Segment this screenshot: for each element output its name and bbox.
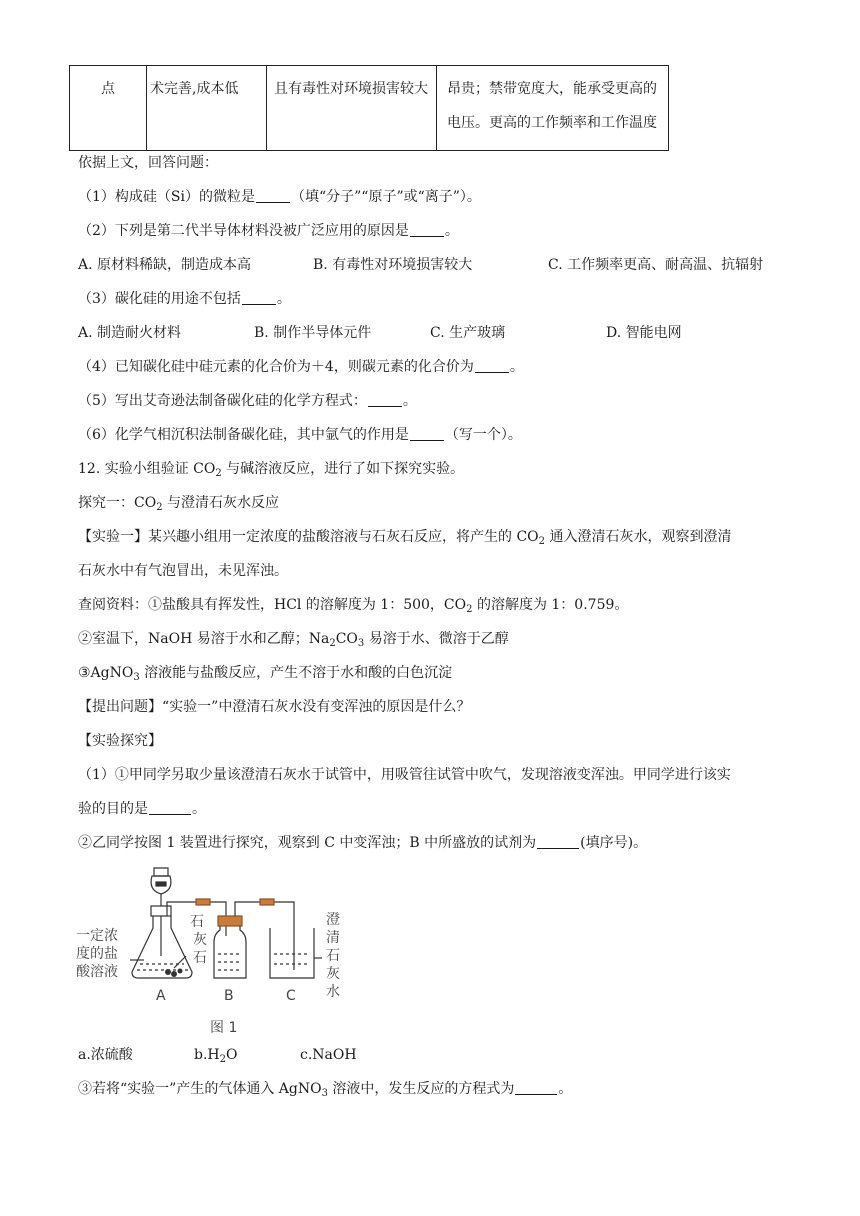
subscript: 2 bbox=[466, 604, 473, 615]
q3-suffix: 。 bbox=[276, 291, 291, 307]
ref3-suffix: 溶液能与盐酸反应，产生不溶于水和酸的白色沉淀 bbox=[139, 665, 453, 681]
ref2-mid: CO bbox=[335, 631, 358, 647]
q2-option-c[interactable]: C. 工作频率更高、耐高温、抗辐射 bbox=[548, 257, 764, 273]
choice-a[interactable]: a.浓硫酸 bbox=[78, 1047, 133, 1063]
tube-b-to-c bbox=[235, 902, 294, 970]
q3-option-a[interactable]: A. 制造耐火材料 bbox=[78, 325, 182, 341]
label-acid-1: 一定浓 bbox=[76, 928, 118, 944]
table-row bbox=[70, 66, 669, 151]
figure-caption: 图 1 bbox=[210, 1020, 238, 1036]
q2-option-a[interactable]: A. 原材料稀缺，制造成本高 bbox=[78, 257, 252, 273]
experiment-1-line-2: 石灰水中有气泡冒出，未见浑浊。 bbox=[78, 563, 288, 579]
answer-blank[interactable] bbox=[256, 188, 290, 203]
q3-option-d[interactable]: D. 智能电网 bbox=[606, 325, 682, 341]
q12-text: 12. 实验小组验证 CO bbox=[78, 461, 216, 477]
question-12-title bbox=[78, 459, 464, 479]
question-4 bbox=[78, 357, 524, 377]
flask-a bbox=[132, 916, 192, 978]
q2-suffix: 。 bbox=[444, 223, 459, 239]
ref3-text: ③AgNO bbox=[78, 665, 134, 681]
answer-blank[interactable] bbox=[475, 358, 509, 373]
question-heading: 【提出问题】“实验一”中澄清石灰水没有变浑浊的原因是什么？ bbox=[78, 699, 471, 715]
label-a: A bbox=[156, 988, 166, 1004]
q4-text: （4）已知碳化硅中硅元素的化合价为＋4，则碳元素的化合价为 bbox=[78, 359, 474, 375]
limestone-chunk bbox=[171, 971, 177, 977]
comparison-table bbox=[69, 65, 669, 151]
step-1-line-2 bbox=[78, 799, 206, 819]
q1-suffix: （填“分子”“原子”或“离子”）。 bbox=[290, 189, 481, 205]
table-cell: 点 bbox=[70, 66, 147, 151]
explore-1-heading bbox=[78, 493, 279, 513]
q3-option-b[interactable]: B. 制作半导体元件 bbox=[254, 325, 372, 341]
subscript: 2 bbox=[156, 502, 163, 513]
q3-option-c[interactable]: C. 生产玻璃 bbox=[430, 325, 506, 341]
answer-blank[interactable] bbox=[149, 800, 191, 815]
s1-text: 验的目的是 bbox=[78, 801, 148, 817]
s3-suffix: 。 bbox=[558, 1081, 573, 1097]
question-5 bbox=[78, 391, 417, 411]
s3-mid: 溶液中，发生反应的方程式为 bbox=[327, 1081, 515, 1097]
answer-blank[interactable] bbox=[368, 392, 402, 407]
label-limewater-4: 灰 bbox=[326, 966, 340, 982]
table-cell: 昂贵；禁带宽度大，能承受更高的电压。更高的工作频率和工作温度 bbox=[437, 66, 669, 151]
rubber-joint bbox=[260, 899, 274, 905]
reference-line-2 bbox=[78, 629, 509, 649]
label-acid-2: 度的盐 bbox=[76, 946, 118, 962]
ref1-text: 查阅资料：①盐酸具有挥发性，HCl 的溶解度为 1：500，CO bbox=[78, 597, 467, 613]
q6-text: （6）化学气相沉积法制备碳化硅，其中氩气的作用是 bbox=[78, 427, 409, 443]
explore-heading: 【实验探究】 bbox=[78, 733, 162, 749]
question-2 bbox=[78, 221, 459, 241]
exp1-suffix: 通入澄清石灰水，观察到澄清 bbox=[545, 529, 732, 545]
label-limewater-2: 清 bbox=[326, 930, 340, 946]
subscript: 2 bbox=[215, 468, 222, 479]
s3-text: ③若将“实验一”产生的气体通入 AgNO bbox=[78, 1081, 322, 1097]
q1-text: （1）构成硅（Si）的微粒是 bbox=[78, 189, 255, 205]
choice-c[interactable]: c.NaOH bbox=[300, 1047, 357, 1063]
answer-blank[interactable] bbox=[410, 426, 444, 441]
q5-suffix: 。 bbox=[402, 393, 417, 409]
s2-suffix: (填序号)。 bbox=[580, 835, 648, 851]
funnel-stopper bbox=[154, 868, 168, 876]
table-cell: 术完善,成本低 bbox=[147, 66, 267, 151]
table-cell: 且有毒性对环境损害较大 bbox=[267, 66, 437, 151]
label-acid-3: 酸溶液 bbox=[76, 964, 118, 980]
answer-blank[interactable] bbox=[515, 1080, 557, 1095]
question-1 bbox=[78, 187, 481, 207]
choice-b[interactable] bbox=[194, 1045, 237, 1065]
funnel-stopcock bbox=[156, 882, 166, 886]
q6-suffix: （写一个）。 bbox=[444, 427, 522, 443]
label-limewater-5: 水 bbox=[326, 984, 340, 1000]
q12-suffix: 与碱溶液反应，进行了如下探究实验。 bbox=[221, 461, 465, 477]
q5-text: （5）写出艾奇逊法制备碳化硅的化学方程式： bbox=[78, 393, 367, 409]
question-3 bbox=[78, 289, 291, 309]
step-1-line-1: （1）①甲同学另取少量该澄清石灰水于试管中，用吸管往试管中吹气，发现溶液变浑浊。甲同学进行该实 bbox=[78, 767, 731, 783]
ref2-text: ②室温下，NaOH 易溶于水和乙醇；Na bbox=[78, 631, 330, 647]
subscript: 2 bbox=[538, 536, 546, 547]
q2-text: （2）下列是第二代半导体材料没被广泛应用的原因是 bbox=[78, 223, 409, 239]
question-6 bbox=[78, 425, 522, 445]
pointer-line bbox=[174, 956, 186, 968]
limestone-chunk bbox=[165, 969, 171, 975]
s1-suffix: 。 bbox=[192, 801, 206, 817]
apparatus-diagram bbox=[74, 860, 364, 1040]
answer-blank[interactable] bbox=[410, 222, 444, 237]
figure-1 bbox=[74, 860, 364, 1040]
label-stone-2: 灰 bbox=[193, 932, 207, 948]
rubber-joint bbox=[196, 899, 210, 905]
label-c: C bbox=[286, 988, 296, 1004]
answer-blank[interactable] bbox=[242, 290, 276, 305]
label-stone-3: 石 bbox=[193, 950, 207, 966]
choice-b-suffix: O bbox=[226, 1047, 238, 1063]
step-3 bbox=[78, 1079, 572, 1099]
q4-suffix: 。 bbox=[509, 359, 524, 375]
subscript: 3 bbox=[357, 638, 365, 649]
choice-b-text: b.H bbox=[194, 1047, 220, 1063]
label-limewater-1: 澄 bbox=[326, 912, 340, 928]
label-stone-1: 石 bbox=[190, 914, 204, 930]
reference-line-3 bbox=[78, 663, 452, 683]
q3-text: （3）碳化硅的用途不包括 bbox=[78, 291, 241, 307]
ref1-suffix: 的溶解度为 1：0.759。 bbox=[472, 597, 629, 613]
subscript: 3 bbox=[321, 1088, 328, 1099]
step-2 bbox=[78, 833, 647, 853]
intro-line: 依据上文，回答问题： bbox=[78, 155, 218, 171]
reference-line-1 bbox=[78, 595, 628, 615]
answer-blank[interactable] bbox=[537, 834, 579, 849]
subscript: 2 bbox=[329, 638, 336, 649]
beaker-c bbox=[270, 928, 314, 978]
subscript: 2 bbox=[219, 1054, 226, 1065]
label-b: B bbox=[224, 988, 234, 1004]
label-limewater-3: 石 bbox=[326, 948, 340, 964]
bottle-b-stopper bbox=[218, 916, 242, 926]
explore-1-text: 探究一：CO bbox=[78, 495, 157, 511]
exp1-text: 【实验一】某兴趣小组用一定浓度的盐酸溶液与石灰石反应，将产生的 CO bbox=[78, 529, 539, 545]
limestone-chunk bbox=[178, 969, 183, 974]
flask-a-stopper bbox=[151, 906, 171, 916]
s2-text: ②乙同学按图 1 装置进行探究，观察到 C 中变浑浊；B 中所盛放的试剂为 bbox=[78, 835, 537, 851]
explore-1-suffix: 与澄清石灰水反应 bbox=[162, 495, 280, 511]
subscript: 3 bbox=[133, 672, 140, 683]
q2-option-b[interactable]: B. 有毒性对环境损害较大 bbox=[313, 257, 473, 273]
ref2-suffix: 易溶于水、微溶于乙醇 bbox=[364, 631, 509, 647]
experiment-1-line-1 bbox=[78, 527, 731, 547]
